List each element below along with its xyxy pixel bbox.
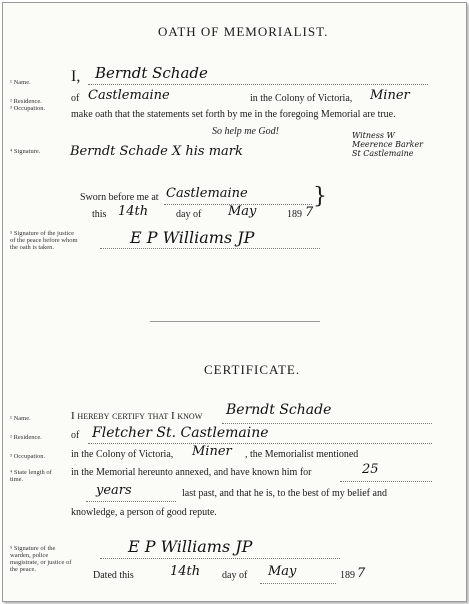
oath-justice-line (100, 248, 320, 249)
cert-name-handwritten: Berndt Schade (226, 402, 332, 418)
certificate-title: CERTIFICATE. (204, 362, 301, 377)
oath-name-handwritten: Berndt Schade (95, 64, 208, 82)
oath-title: OATH OF MEMORIALIST. (158, 24, 329, 39)
oath-colony-text: in the Colony of Victoria, (250, 93, 353, 104)
oath-of: of (71, 93, 80, 104)
oath-label-occupation: ³ Occupation. (10, 105, 46, 112)
oath-year-handwritten: 7 (305, 205, 314, 220)
cert-year-print: 189 (340, 570, 355, 581)
cert-label-time: ⁴ State length of time. (10, 469, 52, 483)
cert-years-word-line (86, 501, 176, 502)
oath-day-handwritten: 14th (118, 204, 149, 219)
oath-residence-handwritten: Castlemaine (88, 88, 170, 103)
oath-label-name: ¹ Name. (10, 79, 31, 86)
cert-colony-text: in the Colony of Victoria, (71, 449, 174, 460)
cert-years-word-handwritten: years (96, 483, 132, 498)
cert-dated-text: Dated this (93, 570, 134, 581)
oath-statement: make oath that the statements set forth by me in the foregoing Memorial are true. (71, 109, 396, 120)
oath-label-signature: ⁴ Signature. (10, 148, 41, 155)
cert-years-line (340, 481, 432, 482)
oath-sworn-place-handwritten: Castlemaine (166, 186, 248, 201)
cert-day-of-text: day of (222, 570, 248, 581)
cert-memorialist-text: , the Memorialist mentioned (245, 449, 359, 460)
cert-label-occupation: ³ Occupation. (10, 453, 46, 460)
oath-sworn-text: Sworn before me at (80, 192, 159, 203)
cert-years-handwritten: 25 (362, 462, 379, 477)
cert-residence-line (88, 443, 432, 444)
oath-i: I, (71, 68, 81, 85)
cert-label-warden: ⁵ Signature of the warden, police magistrate, or justice of the peace. (10, 545, 72, 573)
cert-occupation-handwritten: Miner (192, 444, 232, 459)
cert-warden-signature-handwritten: E P Williams JP (128, 537, 253, 556)
cert-label-residence: ² Residence. (10, 434, 42, 441)
cert-label-name: ¹ Name. (10, 415, 31, 422)
cert-year-handwritten: 7 (357, 566, 366, 581)
cert-day-handwritten: 14th (170, 564, 201, 579)
oath-witness-handwritten: Witness W Meerence Barker St Castlemaine (352, 131, 424, 158)
cert-residence-handwritten: Fletcher St. Castlemaine (92, 425, 269, 441)
oath-day-of-text: day of (176, 209, 202, 220)
cert-month-handwritten: May (268, 564, 297, 579)
oath-month-handwritten: May (228, 204, 257, 219)
cert-warden-line (100, 558, 340, 559)
cert-known-text: in the Memorial hereunto annexed, and have known him for (71, 467, 312, 478)
oath-name-line (88, 84, 428, 85)
cert-month-line (260, 583, 336, 584)
oath-justice-signature-handwritten: E P Williams JP (130, 228, 255, 247)
oath-this-text: this (92, 209, 107, 220)
cert-certify-text: I hereby certify that I know (71, 410, 203, 422)
section-divider (150, 321, 320, 322)
cert-repute-text: knowledge, a person of good repute. (71, 507, 217, 518)
oath-label-residence: ² Residence. (10, 98, 42, 105)
oath-brace: } (313, 184, 327, 209)
oath-occupation-handwritten: Miner (370, 88, 410, 103)
oath-year-print: 189 (287, 209, 302, 220)
oath-signature-handwritten: Berndt Schade X his mark (70, 144, 243, 159)
oath-so-help: So help me God! (212, 126, 279, 137)
cert-name-line (222, 423, 432, 424)
oath-label-justice: ⁵ Signature of the justice of the peace before whom the oath is taken. (10, 230, 78, 251)
cert-last-past-text: last past, and that he is, to the best of my belief and (182, 488, 387, 499)
cert-of: of (71, 430, 80, 441)
